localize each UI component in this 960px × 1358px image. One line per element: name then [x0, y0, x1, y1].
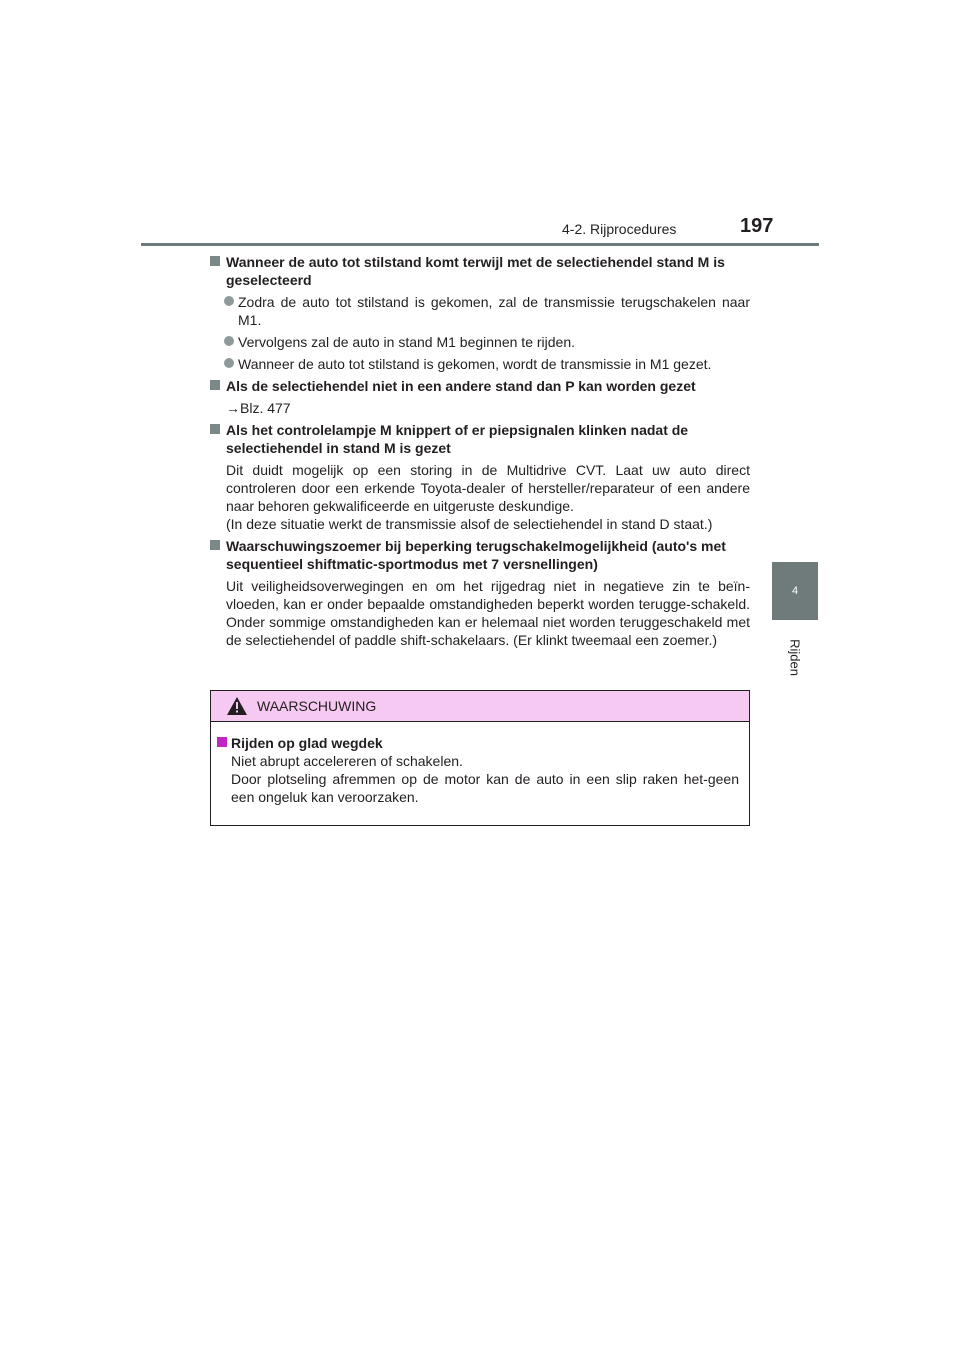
section-title: 4-2. Rijprocedures	[562, 221, 677, 237]
section-heading: Als de selectiehendel niet in een andere stand dan P kan worden gezet	[210, 377, 750, 395]
warning-triangle-icon	[227, 697, 247, 715]
paragraph: Dit duidt mogelijk op een storing in de Multidrive CVT. Laat uw auto direct controleren door een erkende Toyota-dealer of hersteller/reparateur of een andere naar behoren gekwalificeerde en uitgeruste deskundige. (In deze situatie werkt de transmissie alsof de selectiehendel in stand D staat.)	[226, 462, 750, 532]
header-divider	[141, 243, 819, 246]
page-number: 197	[740, 215, 774, 237]
warning-header	[211, 691, 749, 722]
square-bullet-icon	[210, 380, 220, 390]
warning-body	[211, 722, 749, 806]
page-reference: →Blz. 477	[226, 400, 291, 416]
circle-bullet-icon	[224, 336, 234, 346]
paragraph: Uit veiligheidsoverwegingen en om het rijgedrag niet in negatieve zin te beïn-vloeden, kan er onder bepaalde omstandigheden beperkt worden terugge-schakeld. Onder sommige omstandigheden kan er helemaal niet worden teruggeschakeld met de selectiehendel of paddle shift-schakelaars. (Er klinkt tweemaal een zoemer.)	[226, 578, 750, 648]
list-item: Vervolgens zal de auto in stand M1 beginnen te rijden.	[210, 333, 750, 351]
chapter-tab: 4	[772, 562, 818, 620]
circle-bullet-icon	[224, 296, 234, 306]
square-bullet-icon	[217, 737, 227, 747]
square-bullet-icon	[210, 540, 220, 550]
list-item: Zodra de auto tot stilstand is gekomen, zal de transmissie terugschakelen naar M1.	[210, 293, 750, 329]
section-heading: Als het controlelampje M knippert of er piepsignalen klinken nadat de selectiehendel in stand M is gezet	[210, 421, 750, 457]
warning-text: Niet abrupt accelereren of schakelen. Door plotseling afremmen op de motor kan de auto in een slip raken het-geen een ongeluk kan veroorzaken.	[231, 753, 739, 805]
warning-box	[210, 690, 750, 826]
chapter-label: Rijden	[787, 639, 803, 676]
warning-title: WAARSCHUWING	[257, 698, 377, 714]
square-bullet-icon	[210, 256, 220, 266]
section-heading: Wanneer de auto tot stilstand komt terwijl met de selectiehendel stand M is geselecteerd	[210, 253, 750, 289]
section-heading: Waarschuwingszoemer bij beperking terugschakelmogelijkheid (auto's met sequentieel shiftmatic-sportmodus met 7 versnellingen)	[210, 537, 750, 573]
main-content	[210, 253, 750, 653]
square-bullet-icon	[210, 424, 220, 434]
list-item: Wanneer de auto tot stilstand is gekomen, wordt de transmissie in M1 gezet.	[210, 355, 750, 373]
circle-bullet-icon	[224, 358, 234, 368]
warning-heading: Rijden op glad wegdek	[217, 734, 739, 752]
